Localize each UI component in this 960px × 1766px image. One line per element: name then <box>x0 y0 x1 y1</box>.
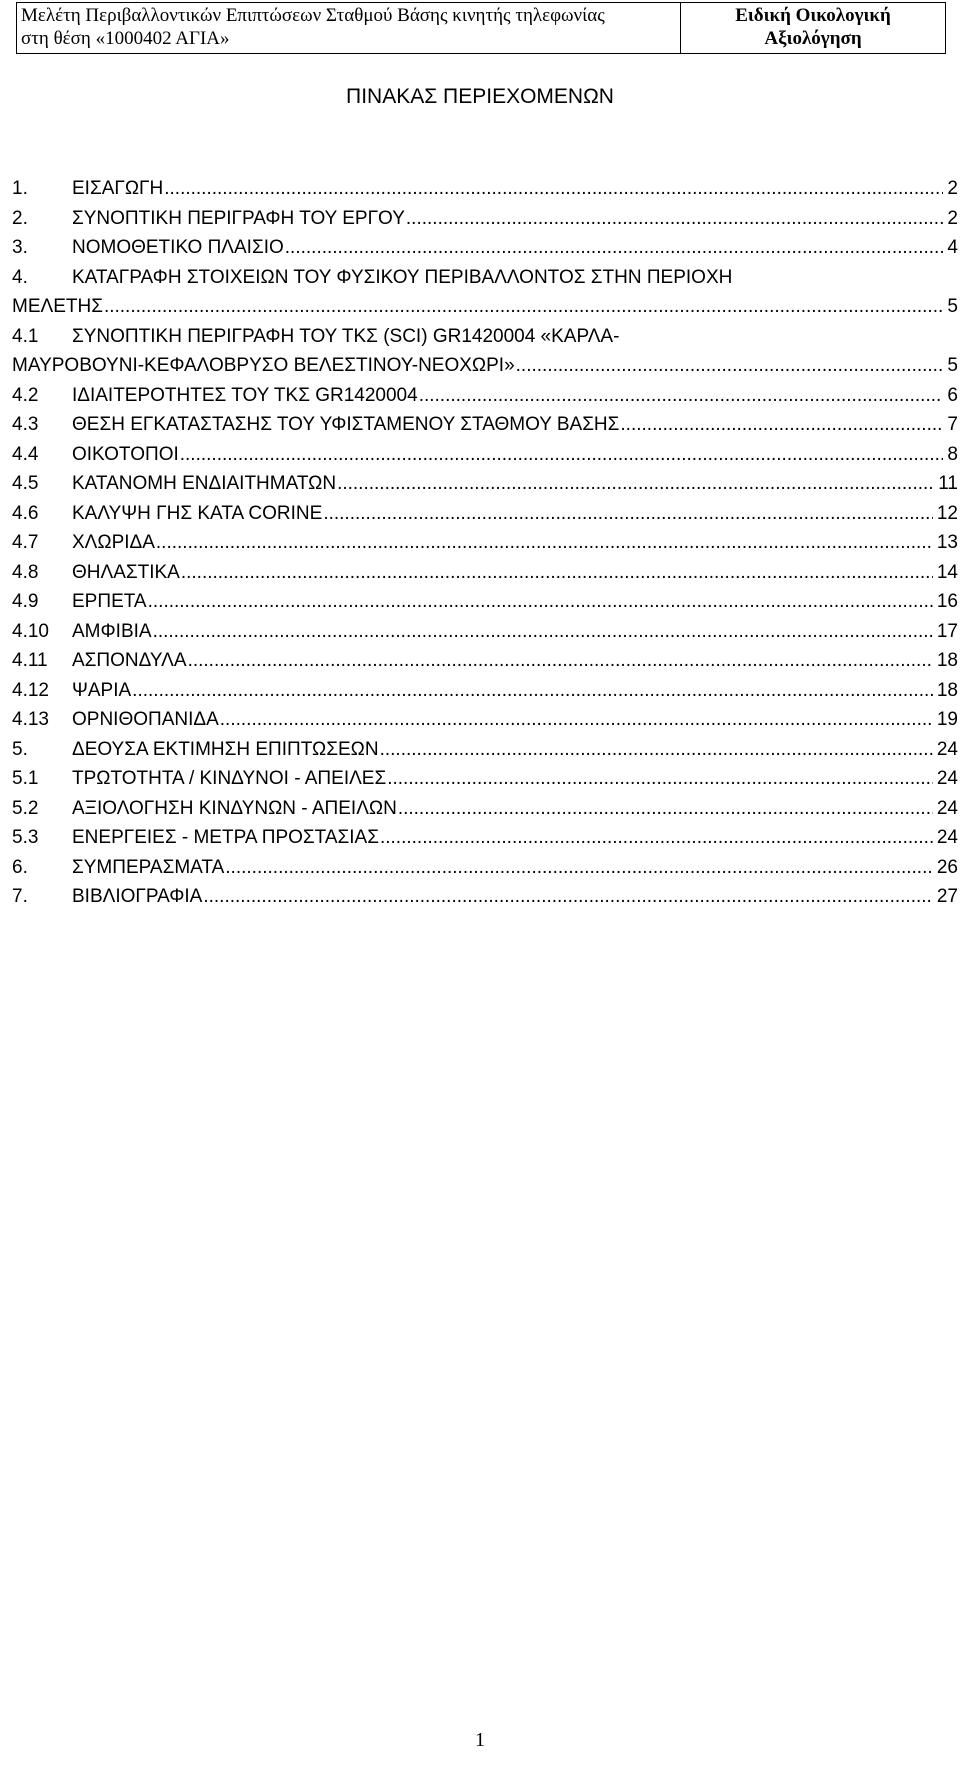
toc-leader-dots <box>515 351 944 381</box>
header-report-type-line1: Ειδική Οικολογική <box>735 5 891 26</box>
toc-leader-dots <box>405 204 944 234</box>
toc-entry-title: ΣΥΝΟΠΤΙΚΗ ΠΕΡΙΓΡΑΦΗ ΤΟΥ ΕΡΓΟΥ <box>72 207 405 229</box>
toc-entry-title: ΘΕΣΗ ΕΓΚΑΤΑΣΤΑΣΗΣ ΤΟΥ ΥΦΙΣΤΑΜΕΝΟΥ ΣΤΑΘΜΟΥ ΒΑΣΗΣ <box>72 414 620 435</box>
toc-entry-page: 18 <box>936 650 958 671</box>
toc-entry-number: 4.11 <box>12 650 48 671</box>
toc-entry[interactable] <box>12 469 958 499</box>
toc-entry[interactable] <box>12 794 958 824</box>
toc-leader-dots <box>180 558 933 588</box>
toc-entry-number: 5. <box>12 738 28 760</box>
toc-leader-dots <box>187 646 933 676</box>
toc-entry[interactable] <box>12 233 958 263</box>
toc-entry-title: ΕΝΕΡΓΕΙΕΣ - ΜΕΤΡΑ ΠΡΟΣΤΑΣΙΑΣ <box>72 827 379 848</box>
page-number: 1 <box>475 1729 485 1751</box>
toc-entry[interactable] <box>12 617 958 647</box>
toc-entry-title-line2: ΜΕΛΕΤΗΣ <box>12 296 103 317</box>
toc-leader-dots <box>379 735 933 765</box>
toc-entry-number: 4.5 <box>12 473 39 494</box>
toc-leader-dots <box>224 853 933 883</box>
toc-leader-dots <box>163 174 943 204</box>
header-report-type-line2: Αξιολόγηση <box>764 28 862 49</box>
toc-entry-page: 2 <box>947 207 958 229</box>
page-header <box>16 2 946 54</box>
toc-entry-number: 5.3 <box>12 827 39 848</box>
table-of-contents <box>12 174 958 912</box>
toc-entry-page: 5 <box>947 355 958 376</box>
toc-entry-number: 4.6 <box>12 502 39 524</box>
toc-entry-number: 2. <box>12 207 28 229</box>
toc-leader-dots <box>397 794 933 824</box>
toc-entry-title-line2: ΜΑΥΡΟΒΟΥΝΙ-ΚΕΦΑΛΟΒΡΥΣΟ ΒΕΛΕΣΤΙΝΟΥ-ΝΕΟΧΩΡΙ» <box>12 355 515 376</box>
toc-entry-title: ΕΙΣΑΓΩΓΗ <box>72 178 164 199</box>
toc-entry[interactable] <box>12 735 958 765</box>
header-study-title <box>17 3 681 54</box>
toc-entry-page: 24 <box>936 768 958 789</box>
toc-entry-number: 4.7 <box>12 532 39 553</box>
toc-leader-dots <box>379 823 933 853</box>
toc-entry-title: ΟΙΚΟΤΟΠΟΙ <box>72 443 179 465</box>
toc-entry-title: ΧΛΩΡΙΔΑ <box>72 532 155 553</box>
toc-title: ΠΙΝΑΚΑΣ ΠΕΡΙΕΧΟΜΕΝΩΝ <box>346 85 614 108</box>
header-report-type <box>681 3 946 54</box>
toc-entry-page: 17 <box>936 620 958 642</box>
toc-entry[interactable] <box>12 381 958 411</box>
toc-leader-dots <box>155 528 933 558</box>
toc-entry-page: 19 <box>936 709 958 730</box>
toc-leader-dots <box>103 292 943 322</box>
toc-entry[interactable] <box>12 676 958 706</box>
toc-entry[interactable] <box>12 587 958 617</box>
toc-entry-title: ΔΕΟΥΣΑ ΕΚΤΙΜΗΣΗ ΕΠΙΠΤΩΣΕΩΝ <box>72 738 379 760</box>
toc-entry[interactable] <box>12 528 958 558</box>
toc-entry[interactable] <box>12 558 958 588</box>
header-study-title-line2: στη θέση «1000402 ΑΓΙΑ» <box>21 28 230 49</box>
toc-entry[interactable] <box>12 204 958 234</box>
toc-leader-dots <box>219 705 933 735</box>
toc-entry-number: 5.1 <box>12 768 39 789</box>
toc-entry-title: ΚΑΛΥΨΗ ΓΗΣ ΚΑΤΑ CORINE <box>72 502 323 524</box>
toc-entry-page: 14 <box>936 561 958 583</box>
toc-entry-number: 6. <box>12 856 28 878</box>
toc-entry-number: 4.1 <box>12 325 39 347</box>
toc-entry[interactable] <box>12 440 958 470</box>
toc-entry-number: 7. <box>12 886 28 907</box>
toc-leader-dots <box>284 233 944 263</box>
toc-leader-dots <box>418 381 944 411</box>
toc-entry[interactable] <box>12 322 958 381</box>
toc-entry-title: ΕΡΠΕΤΑ <box>72 591 147 612</box>
toc-leader-dots <box>336 469 934 499</box>
toc-entry-title: ΟΡΝΙΘΟΠΑΝΙΔΑ <box>72 709 219 730</box>
toc-entry-number: 4.2 <box>12 384 39 406</box>
toc-entry-title: ΑΜΦΙΒΙΑ <box>72 620 152 642</box>
toc-entry-page: 16 <box>936 591 958 612</box>
toc-entry-number: 4.4 <box>12 443 39 465</box>
toc-leader-dots <box>179 440 944 470</box>
toc-entry[interactable] <box>12 764 958 794</box>
toc-entry-title: ΨΑΡΙΑ <box>72 679 132 701</box>
toc-entry[interactable] <box>12 646 958 676</box>
toc-entry-title: ΚΑΤΑΝΟΜΗ ΕΝΔΙΑΙΤΗΜΑΤΩΝ <box>72 473 337 494</box>
toc-entry-title: ΑΞΙΟΛΟΓΗΣΗ ΚΙΝΔΥΝΩΝ - ΑΠΕΙΛΩΝ <box>72 797 397 819</box>
toc-leader-dots <box>322 499 933 529</box>
toc-entry[interactable] <box>12 705 958 735</box>
toc-entry-page: 24 <box>936 827 958 848</box>
toc-entry[interactable] <box>12 174 958 204</box>
toc-entry-page: 6 <box>947 384 958 406</box>
toc-entry-number: 4.13 <box>12 709 49 730</box>
toc-leader-dots <box>202 882 933 912</box>
toc-entry[interactable] <box>12 823 958 853</box>
header-study-title-line1: Μελέτη Περιβαλλοντικών Επιπτώσεων Σταθμού Βάσης κινητής τηλεφωνίας <box>21 5 605 26</box>
toc-entry-page: 11 <box>938 473 958 494</box>
toc-entry-number: 4.3 <box>12 414 39 435</box>
toc-leader-dots <box>147 587 933 617</box>
toc-entry-title: ΑΣΠΟΝΔΥΛΑ <box>72 650 187 671</box>
toc-entry-number: 3. <box>12 237 28 258</box>
toc-entry-page: 27 <box>936 886 958 907</box>
toc-entry-page: 24 <box>936 738 958 760</box>
toc-entry-number: 4.9 <box>12 591 39 612</box>
toc-entry-title: ΤΡΩΤΟΤΗΤΑ / ΚΙΝΔΥΝΟΙ - ΑΠΕΙΛΕΣ <box>72 768 387 789</box>
toc-entry-page: 2 <box>947 178 958 199</box>
toc-leader-dots <box>131 676 933 706</box>
toc-entry-number: 5.2 <box>12 797 39 819</box>
toc-entry-page: 24 <box>936 797 958 819</box>
toc-entry-title: ΝΟΜΟΘΕΤΙΚΟ ΠΛΑΙΣΙΟ <box>72 237 284 258</box>
toc-entry-number: 4.8 <box>12 561 39 583</box>
toc-entry[interactable] <box>12 410 958 440</box>
toc-entry-page: 8 <box>947 443 958 465</box>
toc-entry[interactable] <box>12 263 958 322</box>
toc-entry-title: ΙΔΙΑΙΤΕΡΟΤΗΤΕΣ ΤΟΥ ΤΚΣ GR1420004 <box>72 384 418 406</box>
toc-entry-page: 26 <box>936 856 958 878</box>
toc-entry-page: 7 <box>947 414 958 435</box>
toc-entry-page: 4 <box>947 237 958 258</box>
toc-entry-title: ΘΗΛΑΣΤΙΚΑ <box>72 561 180 583</box>
toc-leader-dots <box>152 617 933 647</box>
toc-entry[interactable] <box>12 882 958 912</box>
toc-leader-dots <box>619 410 943 440</box>
toc-entry-title-line1: ΚΑΤΑΓΡΑΦΗ ΣΤΟΙΧΕΙΩΝ ΤΟΥ ΦΥΣΙΚΟΥ ΠΕΡΙΒΑΛΛΟΝΤΟΣ ΣΤΗΝ ΠΕΡΙΟΧΗ <box>72 266 733 288</box>
toc-entry-page: 5 <box>947 296 958 317</box>
toc-leader-dots <box>386 764 933 794</box>
toc-entry-page: 12 <box>936 502 958 524</box>
toc-entry-title: ΣΥΜΠΕΡΑΣΜΑΤΑ <box>72 856 225 878</box>
toc-entry-number: 4.12 <box>12 679 49 701</box>
toc-entry-number: 1. <box>12 178 28 199</box>
toc-entry-number: 4.10 <box>12 620 49 642</box>
toc-entry-page: 18 <box>936 679 958 701</box>
toc-entry[interactable] <box>12 853 958 883</box>
toc-entry-page: 13 <box>936 532 958 553</box>
toc-entry-number: 4. <box>12 266 28 288</box>
toc-entry[interactable] <box>12 499 958 529</box>
toc-entry-title-line1: ΣΥΝΟΠΤΙΚΗ ΠΕΡΙΓΡΑΦΗ ΤΟΥ ΤΚΣ (SCI) GR1420004 «ΚΑΡΛΑ- <box>72 325 620 347</box>
toc-entry-title: ΒΙΒΛΙΟΓΡΑΦΙΑ <box>72 886 203 907</box>
